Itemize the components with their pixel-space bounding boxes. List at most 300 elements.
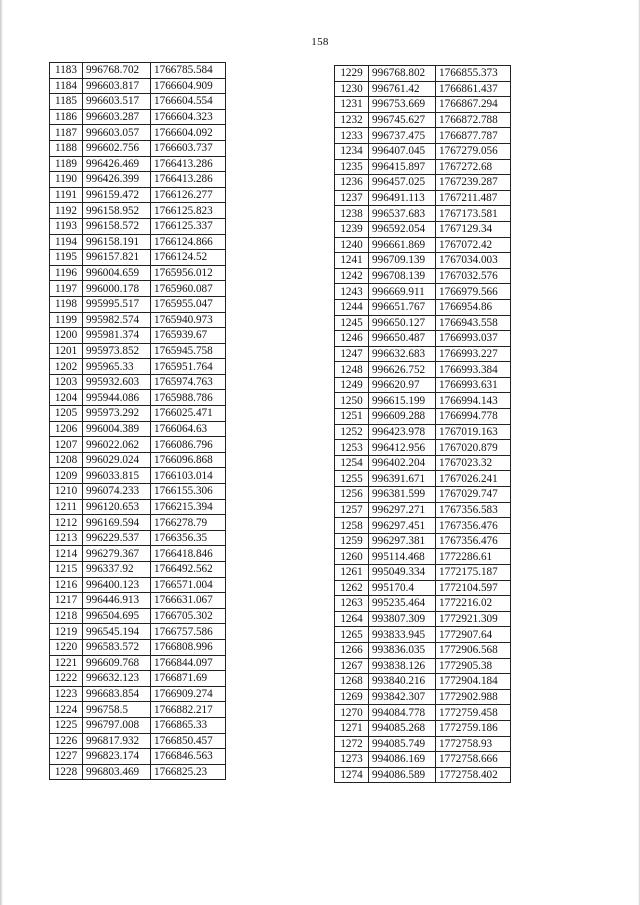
point-number-cell: 1217	[50, 593, 83, 609]
x-coordinate-cell: 993838.126	[369, 658, 436, 674]
x-coordinate-cell: 996603.817	[83, 78, 151, 94]
table-row	[50, 172, 226, 188]
y-coordinate-cell: 1772904.184	[436, 674, 511, 690]
point-number-cell: 1243	[335, 284, 369, 300]
x-coordinate-cell: 996745.627	[369, 112, 436, 128]
point-number-cell: 1206	[50, 421, 83, 437]
table-row	[335, 237, 511, 253]
point-number-cell: 1263	[335, 596, 369, 612]
y-coordinate-cell: 1767356.476	[436, 518, 511, 534]
point-number-cell: 1240	[335, 237, 369, 253]
point-number-cell: 1249	[335, 377, 369, 393]
x-coordinate-cell: 994085.268	[369, 720, 436, 736]
table-row	[335, 736, 511, 752]
point-number-cell: 1184	[50, 78, 83, 94]
table-row	[50, 468, 226, 484]
table-row	[335, 253, 511, 269]
y-coordinate-cell: 1766604.909	[151, 78, 226, 94]
y-coordinate-cell: 1766993.037	[436, 331, 511, 347]
x-coordinate-cell: 996709.139	[369, 253, 436, 269]
point-number-cell: 1241	[335, 253, 369, 269]
x-coordinate-cell: 996297.451	[369, 518, 436, 534]
y-coordinate-cell: 1766994.778	[436, 409, 511, 425]
table-row	[335, 549, 511, 565]
point-number-cell: 1252	[335, 424, 369, 440]
y-coordinate-cell: 1766125.337	[151, 218, 226, 234]
point-number-cell: 1245	[335, 315, 369, 331]
x-coordinate-cell: 995973.852	[83, 343, 151, 359]
y-coordinate-cell: 1766993.227	[436, 346, 511, 362]
x-coordinate-cell: 995973.292	[83, 406, 151, 422]
table-row	[335, 206, 511, 222]
table-row	[50, 140, 226, 156]
table-row	[50, 702, 226, 718]
x-coordinate-cell: 996158.191	[83, 234, 151, 250]
y-coordinate-cell: 1767356.583	[436, 502, 511, 518]
y-coordinate-cell: 1765940.973	[151, 312, 226, 328]
x-coordinate-cell: 995235.464	[369, 596, 436, 612]
page-number: 158	[311, 36, 329, 48]
x-coordinate-cell: 996297.381	[369, 533, 436, 549]
table-row	[335, 377, 511, 393]
table-row	[335, 752, 511, 768]
y-coordinate-cell: 1765951.764	[151, 359, 226, 375]
point-number-cell: 1225	[50, 717, 83, 733]
point-number-cell: 1227	[50, 749, 83, 765]
x-coordinate-cell: 996446.913	[83, 593, 151, 609]
y-coordinate-cell: 1766155.306	[151, 484, 226, 500]
y-coordinate-cell: 1767356.476	[436, 533, 511, 549]
point-number-cell: 1234	[335, 143, 369, 159]
point-number-cell: 1274	[335, 767, 369, 783]
point-number-cell: 1268	[335, 674, 369, 690]
table-row	[335, 658, 511, 674]
point-number-cell: 1213	[50, 530, 83, 546]
y-coordinate-cell: 1765955.047	[151, 296, 226, 312]
x-coordinate-cell: 996758.5	[83, 702, 151, 718]
table-row	[50, 671, 226, 687]
y-coordinate-cell: 1766126.277	[151, 187, 226, 203]
x-coordinate-cell: 996000.178	[83, 281, 151, 297]
x-coordinate-cell: 996504.695	[83, 608, 151, 624]
y-coordinate-cell: 1767029.747	[436, 487, 511, 503]
x-coordinate-cell: 996615.199	[369, 393, 436, 409]
y-coordinate-cell: 1767020.879	[436, 440, 511, 456]
x-coordinate-cell: 996157.821	[83, 250, 151, 266]
table-row	[335, 315, 511, 331]
point-number-cell: 1219	[50, 624, 83, 640]
table-row	[335, 565, 511, 581]
y-coordinate-cell: 1766492.562	[151, 562, 226, 578]
table-row	[50, 125, 226, 141]
x-coordinate-cell: 996753.669	[369, 97, 436, 113]
table-row	[335, 642, 511, 658]
x-coordinate-cell: 996158.572	[83, 218, 151, 234]
table-row	[50, 109, 226, 125]
x-coordinate-cell: 996022.062	[83, 437, 151, 453]
table-row	[50, 218, 226, 234]
y-coordinate-cell: 1766604.323	[151, 109, 226, 125]
x-coordinate-cell: 996381.599	[369, 487, 436, 503]
y-coordinate-cell: 1766855.373	[436, 66, 511, 82]
table-row	[335, 362, 511, 378]
point-number-cell: 1258	[335, 518, 369, 534]
table-row	[50, 577, 226, 593]
y-coordinate-cell: 1765974.763	[151, 374, 226, 390]
table-row	[50, 374, 226, 390]
x-coordinate-cell: 995965.33	[83, 359, 151, 375]
x-coordinate-cell: 996120.653	[83, 499, 151, 515]
table-row	[50, 639, 226, 655]
point-number-cell: 1205	[50, 406, 83, 422]
table-row	[335, 455, 511, 471]
y-coordinate-cell: 1766064.63	[151, 421, 226, 437]
x-coordinate-cell: 996074.233	[83, 484, 151, 500]
x-coordinate-cell: 996603.057	[83, 125, 151, 141]
x-coordinate-cell: 996412.956	[369, 440, 436, 456]
point-number-cell: 1262	[335, 580, 369, 596]
table-row	[50, 437, 226, 453]
coordinate-table-right-body	[335, 66, 511, 783]
x-coordinate-cell: 993840.216	[369, 674, 436, 690]
x-coordinate-cell: 996337.92	[83, 562, 151, 578]
table-row	[335, 393, 511, 409]
y-coordinate-cell: 1766993.384	[436, 362, 511, 378]
point-number-cell: 1222	[50, 671, 83, 687]
y-coordinate-cell: 1766844.097	[151, 655, 226, 671]
point-number-cell: 1248	[335, 362, 369, 378]
table-row	[335, 424, 511, 440]
table-row	[335, 440, 511, 456]
table-row	[335, 190, 511, 206]
y-coordinate-cell: 1767072.42	[436, 237, 511, 253]
table-row	[50, 717, 226, 733]
point-number-cell: 1237	[335, 190, 369, 206]
point-number-cell: 1201	[50, 343, 83, 359]
x-coordinate-cell: 996159.472	[83, 187, 151, 203]
x-coordinate-cell: 996603.517	[83, 94, 151, 110]
x-coordinate-cell: 995170.4	[369, 580, 436, 596]
table-row	[50, 515, 226, 531]
point-number-cell: 1186	[50, 109, 83, 125]
point-number-cell: 1270	[335, 705, 369, 721]
y-coordinate-cell: 1772906.568	[436, 642, 511, 658]
y-coordinate-cell: 1767239.287	[436, 175, 511, 191]
y-coordinate-cell: 1772758.93	[436, 736, 511, 752]
x-coordinate-cell: 996029.024	[83, 452, 151, 468]
x-coordinate-cell: 993833.945	[369, 627, 436, 643]
point-number-cell: 1216	[50, 577, 83, 593]
point-number-cell: 1198	[50, 296, 83, 312]
point-number-cell: 1246	[335, 331, 369, 347]
x-coordinate-cell: 996583.572	[83, 639, 151, 655]
y-coordinate-cell: 1766413.286	[151, 156, 226, 172]
y-coordinate-cell: 1766604.092	[151, 125, 226, 141]
point-number-cell: 1236	[335, 175, 369, 191]
point-number-cell: 1257	[335, 502, 369, 518]
x-coordinate-cell: 996033.815	[83, 468, 151, 484]
point-number-cell: 1193	[50, 218, 83, 234]
x-coordinate-cell: 996391.671	[369, 471, 436, 487]
y-coordinate-cell: 1766356.35	[151, 530, 226, 546]
table-row	[50, 530, 226, 546]
x-coordinate-cell: 995114.468	[369, 549, 436, 565]
x-coordinate-cell: 996426.469	[83, 156, 151, 172]
point-number-cell: 1188	[50, 140, 83, 156]
table-row	[335, 487, 511, 503]
point-number-cell: 1200	[50, 328, 83, 344]
table-row	[335, 580, 511, 596]
point-number-cell: 1232	[335, 112, 369, 128]
point-number-cell: 1191	[50, 187, 83, 203]
table-row	[50, 296, 226, 312]
y-coordinate-cell: 1766096.868	[151, 452, 226, 468]
point-number-cell: 1254	[335, 455, 369, 471]
table-row	[335, 409, 511, 425]
y-coordinate-cell: 1766943.558	[436, 315, 511, 331]
point-number-cell: 1192	[50, 203, 83, 219]
point-number-cell: 1267	[335, 658, 369, 674]
table-row	[50, 78, 226, 94]
table-row	[50, 63, 226, 79]
y-coordinate-cell: 1772905.38	[436, 658, 511, 674]
point-number-cell: 1203	[50, 374, 83, 390]
point-number-cell: 1199	[50, 312, 83, 328]
table-row	[50, 343, 226, 359]
y-coordinate-cell: 1772175.187	[436, 565, 511, 581]
y-coordinate-cell: 1772286.61	[436, 549, 511, 565]
x-coordinate-cell: 996603.287	[83, 109, 151, 125]
x-coordinate-cell: 996626.752	[369, 362, 436, 378]
table-row	[335, 143, 511, 159]
coordinate-table-right	[334, 65, 511, 783]
table-row	[50, 624, 226, 640]
y-coordinate-cell: 1766025.471	[151, 406, 226, 422]
y-coordinate-cell: 1766979.566	[436, 284, 511, 300]
x-coordinate-cell: 996407.045	[369, 143, 436, 159]
x-coordinate-cell: 995049.334	[369, 565, 436, 581]
y-coordinate-cell: 1767129.34	[436, 221, 511, 237]
table-row	[50, 593, 226, 609]
x-coordinate-cell: 995981.374	[83, 328, 151, 344]
table-row	[335, 627, 511, 643]
x-coordinate-cell: 996537.683	[369, 206, 436, 222]
y-coordinate-cell: 1767211.487	[436, 190, 511, 206]
point-number-cell: 1183	[50, 63, 83, 79]
point-number-cell: 1214	[50, 546, 83, 562]
point-number-cell: 1218	[50, 608, 83, 624]
table-row	[50, 94, 226, 110]
point-number-cell: 1223	[50, 686, 83, 702]
x-coordinate-cell: 996632.123	[83, 671, 151, 687]
x-coordinate-cell: 996817.932	[83, 733, 151, 749]
y-coordinate-cell: 1766103.014	[151, 468, 226, 484]
table-row	[50, 187, 226, 203]
point-number-cell: 1244	[335, 299, 369, 315]
x-coordinate-cell: 996426.399	[83, 172, 151, 188]
table-row	[50, 562, 226, 578]
table-row	[50, 421, 226, 437]
point-number-cell: 1202	[50, 359, 83, 375]
y-coordinate-cell: 1767272.68	[436, 159, 511, 175]
point-number-cell: 1226	[50, 733, 83, 749]
y-coordinate-cell: 1766124.866	[151, 234, 226, 250]
y-coordinate-cell: 1766086.796	[151, 437, 226, 453]
table-row	[50, 686, 226, 702]
x-coordinate-cell: 996602.756	[83, 140, 151, 156]
table-row	[335, 331, 511, 347]
point-number-cell: 1229	[335, 66, 369, 82]
x-coordinate-cell: 996402.204	[369, 455, 436, 471]
x-coordinate-cell: 996650.487	[369, 331, 436, 347]
y-coordinate-cell: 1772921.309	[436, 611, 511, 627]
x-coordinate-cell: 996803.469	[83, 764, 151, 780]
y-coordinate-cell: 1766861.437	[436, 81, 511, 97]
table-row	[50, 156, 226, 172]
point-number-cell: 1255	[335, 471, 369, 487]
table-row	[335, 66, 511, 82]
point-number-cell: 1224	[50, 702, 83, 718]
point-number-cell: 1233	[335, 128, 369, 144]
x-coordinate-cell: 993836.035	[369, 642, 436, 658]
table-row	[335, 128, 511, 144]
scan-edge-left	[0, 0, 3, 905]
table-row	[335, 97, 511, 113]
y-coordinate-cell: 1766872.788	[436, 112, 511, 128]
table-row	[335, 705, 511, 721]
y-coordinate-cell: 1767032.576	[436, 268, 511, 284]
table-row	[335, 159, 511, 175]
point-number-cell: 1196	[50, 265, 83, 281]
y-coordinate-cell: 1766603.737	[151, 140, 226, 156]
point-number-cell: 1259	[335, 533, 369, 549]
x-coordinate-cell: 996708.139	[369, 268, 436, 284]
point-number-cell: 1221	[50, 655, 83, 671]
point-number-cell: 1211	[50, 499, 83, 515]
y-coordinate-cell: 1765988.786	[151, 390, 226, 406]
x-coordinate-cell: 993807.309	[369, 611, 436, 627]
y-coordinate-cell: 1772104.597	[436, 580, 511, 596]
table-row	[335, 596, 511, 612]
point-number-cell: 1231	[335, 97, 369, 113]
y-coordinate-cell: 1766954.86	[436, 299, 511, 315]
table-row	[335, 81, 511, 97]
table-row	[50, 250, 226, 266]
y-coordinate-cell: 1766124.52	[151, 250, 226, 266]
point-number-cell: 1247	[335, 346, 369, 362]
point-number-cell: 1228	[50, 764, 83, 780]
point-number-cell: 1271	[335, 720, 369, 736]
x-coordinate-cell: 996823.174	[83, 749, 151, 765]
y-coordinate-cell: 1765939.67	[151, 328, 226, 344]
point-number-cell: 1238	[335, 206, 369, 222]
point-number-cell: 1195	[50, 250, 83, 266]
table-row	[335, 611, 511, 627]
table-row	[335, 268, 511, 284]
x-coordinate-cell: 996491.113	[369, 190, 436, 206]
y-coordinate-cell: 1766278.79	[151, 515, 226, 531]
x-coordinate-cell: 996423.978	[369, 424, 436, 440]
y-coordinate-cell: 1767019.163	[436, 424, 511, 440]
x-coordinate-cell: 996158.952	[83, 203, 151, 219]
y-coordinate-cell: 1767023.32	[436, 455, 511, 471]
point-number-cell: 1256	[335, 487, 369, 503]
x-coordinate-cell: 996683.854	[83, 686, 151, 702]
table-row	[50, 359, 226, 375]
point-number-cell: 1250	[335, 393, 369, 409]
y-coordinate-cell: 1766757.586	[151, 624, 226, 640]
x-coordinate-cell: 996768.802	[369, 66, 436, 82]
x-coordinate-cell: 995995.517	[83, 296, 151, 312]
x-coordinate-cell: 996768.702	[83, 63, 151, 79]
x-coordinate-cell: 995932.603	[83, 374, 151, 390]
x-coordinate-cell: 993842.307	[369, 689, 436, 705]
y-coordinate-cell: 1765956.012	[151, 265, 226, 281]
point-number-cell: 1251	[335, 409, 369, 425]
table-row	[50, 608, 226, 624]
x-coordinate-cell: 996632.683	[369, 346, 436, 362]
point-number-cell: 1189	[50, 156, 83, 172]
point-number-cell: 1194	[50, 234, 83, 250]
point-number-cell: 1265	[335, 627, 369, 643]
x-coordinate-cell: 996169.594	[83, 515, 151, 531]
y-coordinate-cell: 1766993.631	[436, 377, 511, 393]
point-number-cell: 1185	[50, 94, 83, 110]
y-coordinate-cell: 1766994.143	[436, 393, 511, 409]
y-coordinate-cell: 1766865.33	[151, 717, 226, 733]
table-row	[335, 502, 511, 518]
table-row	[50, 499, 226, 515]
point-number-cell: 1266	[335, 642, 369, 658]
table-row	[335, 346, 511, 362]
x-coordinate-cell: 994085.749	[369, 736, 436, 752]
y-coordinate-cell: 1765960.087	[151, 281, 226, 297]
y-coordinate-cell: 1766825.23	[151, 764, 226, 780]
y-coordinate-cell: 1772907.64	[436, 627, 511, 643]
coordinate-table-left	[49, 62, 226, 780]
x-coordinate-cell: 996650.127	[369, 315, 436, 331]
x-coordinate-cell: 996661.869	[369, 237, 436, 253]
y-coordinate-cell: 1767279.056	[436, 143, 511, 159]
x-coordinate-cell: 996004.659	[83, 265, 151, 281]
y-coordinate-cell: 1766571.004	[151, 577, 226, 593]
x-coordinate-cell: 994086.169	[369, 752, 436, 768]
x-coordinate-cell: 996457.025	[369, 175, 436, 191]
table-row	[50, 390, 226, 406]
y-coordinate-cell: 1766846.563	[151, 749, 226, 765]
x-coordinate-cell: 996797.008	[83, 717, 151, 733]
point-number-cell: 1208	[50, 452, 83, 468]
point-number-cell: 1272	[335, 736, 369, 752]
y-coordinate-cell: 1772758.402	[436, 767, 511, 783]
y-coordinate-cell: 1766631.067	[151, 593, 226, 609]
point-number-cell: 1207	[50, 437, 83, 453]
x-coordinate-cell: 996737.475	[369, 128, 436, 144]
table-row	[335, 689, 511, 705]
x-coordinate-cell: 996761.42	[369, 81, 436, 97]
table-row	[335, 112, 511, 128]
point-number-cell: 1212	[50, 515, 83, 531]
x-coordinate-cell: 996545.194	[83, 624, 151, 640]
x-coordinate-cell: 996609.288	[369, 409, 436, 425]
point-number-cell: 1239	[335, 221, 369, 237]
point-number-cell: 1269	[335, 689, 369, 705]
y-coordinate-cell: 1772759.458	[436, 705, 511, 721]
point-number-cell: 1235	[335, 159, 369, 175]
table-row	[335, 533, 511, 549]
point-number-cell: 1230	[335, 81, 369, 97]
table-row	[335, 284, 511, 300]
